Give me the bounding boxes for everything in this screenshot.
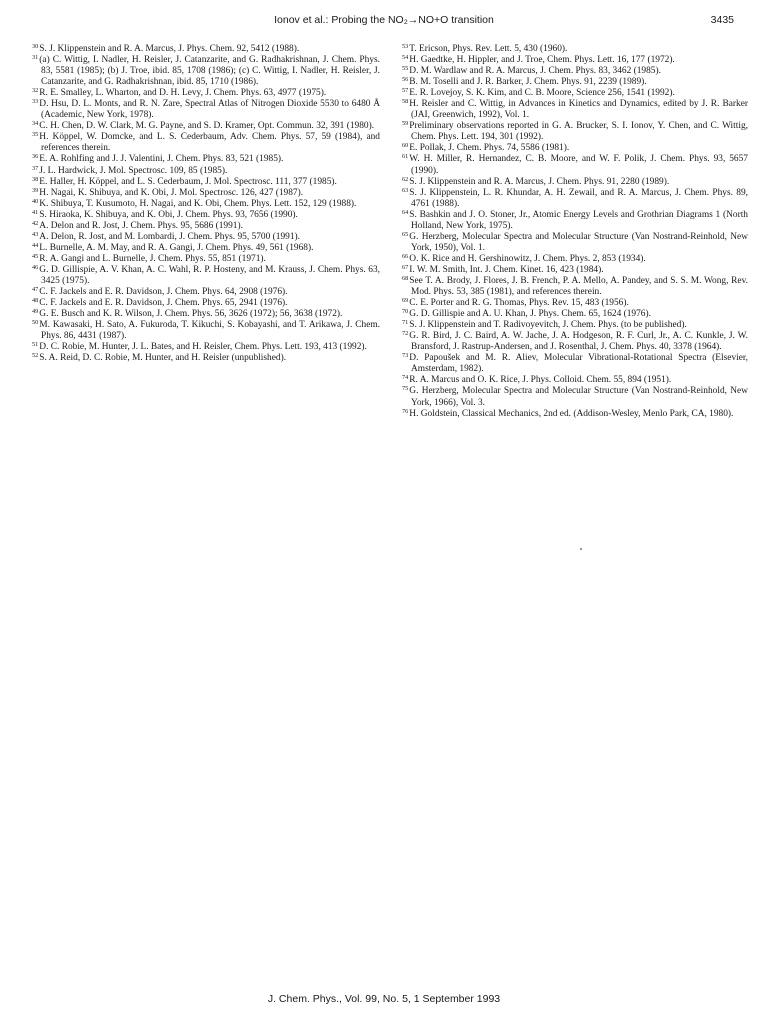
reference-number: 61 — [402, 153, 409, 161]
reference-text: H. Nagai, K. Shibuya, and K. Obi, J. Mol. Spectrosc. 126, 427 (1987). — [39, 187, 304, 198]
reference-number: 71 — [402, 319, 409, 327]
reference-text: See T. A. Brody, J. Flores, J. B. French, P. A. Mello, A. Pandey, and S. S. M. Wong, Rev. Mod. Phys. 53, 385 (1981), and references therein. — [409, 275, 748, 298]
reference-text: (a) C. Wittig, I. Nadler, H. Reisler, J. Catanzarite, and G. Radhakrishnan, J. Chem. Phys. 83, 5581 (1985); (b) J. Troe, ibid. 85, 1708 (1986); (c) C. Wittig, I. Nadler, H. Reisler, J. Catanzarite, and G. Radhakrishnan, ibid. 85, 1710 (1986). — [39, 55, 380, 88]
reference-entry — [402, 177, 748, 188]
reference-number: 67 — [402, 263, 409, 271]
reference-number: 75 — [402, 385, 409, 393]
reference-number: 38 — [32, 175, 39, 183]
reference-entry — [402, 232, 748, 254]
reference-text: Preliminary observations reported in G. A. Brucker, S. I. Ionov, Y. Chen, and C. Wittig, Chem. Phys. Lett. 194, 301 (1992). — [409, 121, 748, 143]
reference-text: T. Ericson, Phys. Rev. Lett. 5, 430 (1960). — [409, 44, 568, 54]
reference-entry — [402, 375, 748, 386]
reference-entry — [402, 143, 748, 154]
reference-entry — [402, 66, 748, 77]
reference-entry — [32, 232, 380, 243]
reference-number: 65 — [402, 230, 409, 238]
reference-text: M. Kawasaki, H. Sato, A. Fukuroda, T. Kikuchi, S. Kobayashi, and T. Arikawa, J. Chem. Phys. 86, 4431 (1987). — [39, 320, 380, 342]
reference-entry — [32, 243, 380, 254]
reference-entry — [32, 88, 380, 99]
reference-number: 56 — [402, 76, 409, 84]
reference-text: H. Köppel, W. Domcke, and L. S. Cederbaum, Adv. Chem. Phys. 57, 59 (1984), and references therein. — [39, 132, 380, 154]
reference-text: B. M. Toselli and J. R. Barker, J. Chem. Phys. 91, 2239 (1989). — [409, 77, 647, 88]
reference-number: 55 — [402, 65, 409, 73]
reference-text: I. W. M. Smith, Int. J. Chem. Kinet. 16, 423 (1984). — [409, 264, 604, 275]
reference-number: 63 — [402, 186, 409, 194]
reference-text: D. Papoušek and M. R. Aliev, Molecular Vibrational-Rotational Spectra (Elsevier, Amsterdam, 1982). — [409, 353, 748, 375]
page-number: 3435 — [710, 14, 734, 26]
reference-text: R. E. Smalley, L. Wharton, and D. H. Levy, J. Chem. Phys. 63, 4977 (1975). — [39, 88, 327, 99]
reference-text: L. Burnelle, A. M. May, and R. A. Gangi, J. Chem. Phys. 49, 561 (1968). — [39, 242, 314, 253]
reference-number: 36 — [32, 153, 39, 161]
running-title: Ionov et al.: Probing the NO₂→NO+O transition — [274, 14, 494, 26]
reference-text: J. L. Hardwick, J. Mol. Spectrosc. 109, 85 (1985). — [39, 165, 228, 176]
reference-entry — [402, 353, 748, 375]
reference-entry — [32, 154, 380, 165]
reference-text: C. E. Porter and R. G. Thomas, Phys. Rev. 15, 483 (1956). — [409, 298, 629, 309]
reference-text: G. Herzberg, Molecular Spectra and Molecular Structure (Van Nostrand-Reinhold, New York, 1966), Vol. 3. — [409, 386, 748, 408]
reference-entry — [402, 44, 748, 55]
reference-number: 37 — [32, 164, 39, 172]
reference-text: D. M. Wardlaw and R. A. Marcus, J. Chem. Phys. 83, 3462 (1985). — [409, 66, 661, 77]
reference-entry — [402, 55, 748, 66]
reference-number: 40 — [32, 197, 39, 205]
reference-number: 30 — [32, 43, 39, 50]
reference-text: C. H. Chen, D. W. Clark, M. G. Payne, and S. D. Kramer, Opt. Commun. 32, 391 (1980). — [39, 121, 375, 132]
reference-text: S. J. Klippenstein and R. A. Marcus, J. Chem. Phys. 91, 2280 (1989). — [409, 176, 670, 187]
reference-text: H. Goldstein, Classical Mechanics, 2nd ed. (Addison-Wesley, Menlo Park, CA, 1980). — [409, 408, 734, 419]
reference-number: 46 — [32, 263, 39, 271]
reference-number: 64 — [402, 208, 409, 216]
reference-entry — [402, 210, 748, 232]
reference-number: 76 — [402, 407, 409, 415]
reference-text: S. A. Reid, D. C. Robie, M. Hunter, and H. Reisler (unpublished). — [39, 353, 287, 364]
reference-text: C. F. Jackels and E. R. Davidson, J. Chem. Phys. 64, 2908 (1976). — [39, 287, 288, 298]
reference-number: 50 — [32, 319, 39, 327]
reference-text: R. A. Gangi and L. Burnelle, J. Chem. Phys. 55, 851 (1971). — [39, 253, 266, 264]
reference-number: 47 — [32, 286, 39, 294]
reference-text: G. E. Busch and K. R. Wilson, J. Chem. Phys. 56, 3626 (1972); 56, 3638 (1972). — [39, 309, 343, 320]
reference-entry — [32, 298, 380, 309]
reference-entry — [402, 298, 748, 309]
reference-entry — [402, 265, 748, 276]
reference-number: 33 — [32, 98, 39, 106]
reference-number: 44 — [32, 241, 39, 249]
reference-text: R. A. Marcus and O. K. Rice, J. Phys. Colloid. Chem. 55, 894 (1951). — [409, 375, 672, 386]
scan-speck — [580, 548, 582, 550]
reference-number: 66 — [402, 252, 409, 260]
reference-entry — [402, 320, 748, 331]
reference-text: A. Delon and R. Jost, J. Chem. Phys. 95, 5686 (1991). — [39, 220, 243, 231]
reference-entry — [402, 254, 748, 265]
reference-text: E. Pollak, J. Chem. Phys. 74, 5586 (1981). — [409, 143, 570, 154]
reference-text: D. C. Robie, M. Hunter, J. L. Bates, and H. Reisler, Chem. Phys. Lett. 193, 413 (1992). — [39, 342, 367, 353]
reference-entry — [402, 276, 748, 298]
reference-entry — [32, 320, 380, 342]
reference-text: G. D. Gillispie and A. U. Khan, J. Phys. Chem. 65, 1624 (1976). — [409, 309, 651, 320]
reference-number: 73 — [402, 352, 409, 360]
reference-entry — [402, 154, 748, 176]
reference-text: S. J. Klippenstein, L. R. Khundar, A. H. Zewail, and R. A. Marcus, J. Chem. Phys. 89, 4761 (1988). — [409, 187, 748, 209]
references-column-left — [32, 44, 380, 364]
reference-number: 58 — [402, 98, 409, 106]
reference-entry — [32, 188, 380, 199]
reference-text: S. Bashkin and J. O. Stoner, Jr., Atomic Energy Levels and Grothrian Diagrams 1 (North Holland, New York, 1975). — [409, 209, 748, 231]
reference-entry — [32, 166, 380, 177]
reference-entry — [402, 331, 748, 353]
reference-text: D. Hsu, D. L. Monts, and R. N. Zare, Spectral Atlas of Nitrogen Dioxide 5530 to 6480 Å (Academic, New York, 1978). — [39, 99, 380, 121]
reference-number: 54 — [402, 54, 409, 62]
reference-number: 59 — [402, 120, 409, 128]
references-column-right — [402, 44, 748, 420]
reference-number: 62 — [402, 175, 409, 183]
reference-text: G. D. Gillispie, A. V. Khan, A. C. Wahl, R. P. Hosteny, and M. Krauss, J. Chem. Phys. 63, 3425 (1975). — [39, 264, 380, 286]
reference-entry — [32, 221, 380, 232]
running-header — [0, 14, 768, 30]
reference-entry — [402, 99, 748, 121]
reference-number: 39 — [32, 186, 39, 194]
reference-number: 70 — [402, 308, 409, 316]
reference-number: 42 — [32, 219, 39, 227]
reference-entry — [32, 55, 380, 88]
reference-entry — [32, 254, 380, 265]
reference-entry — [402, 77, 748, 88]
reference-entry — [32, 99, 380, 121]
reference-text: S. J. Klippenstein and T. Radivoyevitch, J. Chem. Phys. (to be published). — [409, 320, 687, 331]
reference-entry — [402, 188, 748, 210]
reference-entry — [32, 309, 380, 320]
reference-entry — [32, 210, 380, 221]
reference-number: 60 — [402, 142, 409, 150]
journal-footer: J. Chem. Phys., Vol. 99, No. 5, 1 September 1993 — [267, 993, 501, 1005]
reference-text: G. R. Bird, J. C. Baird, A. W. Jache, J. A. Hodgeson, R. F. Curl, Jr., A. C. Kunkle, J. W. Bransford, J. Rastrup-Andersen, and J. Rosenthal, J. Chem. Phys. 40, 3378 (1964). — [409, 331, 748, 353]
reference-number: 72 — [402, 330, 409, 338]
reference-entry — [32, 132, 380, 154]
reference-number: 53 — [402, 43, 409, 50]
reference-entry — [32, 199, 380, 210]
reference-entry — [32, 44, 380, 55]
reference-number: 68 — [402, 274, 409, 282]
reference-text: E. A. Rohlfing and J. J. Valentini, J. Chem. Phys. 83, 521 (1985). — [39, 154, 284, 165]
reference-number: 31 — [32, 54, 39, 62]
reference-number: 57 — [402, 87, 409, 95]
reference-entry — [32, 342, 380, 353]
reference-number: 41 — [32, 208, 39, 216]
reference-entry — [402, 309, 748, 320]
reference-number: 45 — [32, 252, 39, 260]
reference-entry — [402, 88, 748, 99]
reference-number: 52 — [32, 352, 39, 360]
reference-text: E. R. Lovejoy, S. K. Kim, and C. B. Moore, Science 256, 1541 (1992). — [409, 88, 675, 99]
reference-number: 48 — [32, 297, 39, 305]
reference-text: K. Shibuya, T. Kusumoto, H. Nagai, and K. Obi, Chem. Phys. Lett. 152, 129 (1988). — [39, 198, 357, 209]
reference-text: H. Gaedtke, H. Hippler, and J. Troe, Chem. Phys. Lett. 16, 177 (1972). — [409, 55, 675, 66]
reference-number: 74 — [402, 374, 409, 382]
reference-text: S. J. Klippenstein and R. A. Marcus, J. Phys. Chem. 92, 5412 (1988). — [39, 44, 300, 54]
reference-number: 51 — [32, 341, 39, 349]
reference-number: 34 — [32, 120, 39, 128]
reference-text: C. F. Jackels and E. R. Davidson, J. Chem. Phys. 65, 2941 (1976). — [39, 298, 288, 309]
reference-text: W. H. Miller, R. Hernandez, C. B. Moore, and W. F. Polik, J. Chem. Phys. 93, 5657 (1990). — [409, 154, 748, 176]
reference-number: 32 — [32, 87, 39, 95]
reference-text: H. Reisler and C. Wittig, in Advances in Kinetics and Dynamics, edited by J. R. Barker (JAI, Greenwich, 1992), Vol. 1. — [409, 99, 748, 121]
reference-text: E. Haller, H. Köppel, and L. S. Cederbaum, J. Mol. Spectrosc. 111, 377 (1985). — [39, 176, 337, 187]
reference-entry — [32, 265, 380, 287]
reference-number: 43 — [32, 230, 39, 238]
reference-number: 49 — [32, 308, 39, 316]
reference-entry — [32, 353, 380, 364]
reference-entry — [402, 386, 748, 408]
reference-text: O. K. Rice and H. Gershinowitz, J. Chem. Phys. 2, 853 (1934). — [409, 253, 646, 264]
reference-number: 69 — [402, 297, 409, 305]
reference-entry — [32, 177, 380, 188]
reference-text: A. Delon, R. Jost, and M. Lombardi, J. Chem. Phys. 95, 5700 (1991). — [39, 231, 300, 242]
reference-number: 35 — [32, 131, 39, 139]
reference-text: S. Hiraoka, K. Shibuya, and K. Obi, J. Chem. Phys. 93, 7656 (1990). — [39, 209, 298, 220]
reference-entry — [32, 287, 380, 298]
reference-entry — [402, 121, 748, 143]
reference-entry — [402, 409, 748, 420]
reference-entry — [32, 121, 380, 132]
reference-text: G. Herzberg, Molecular Spectra and Molecular Structure (Van Nostrand-Reinhold, New York, 1950), Vol. 1. — [409, 231, 748, 253]
